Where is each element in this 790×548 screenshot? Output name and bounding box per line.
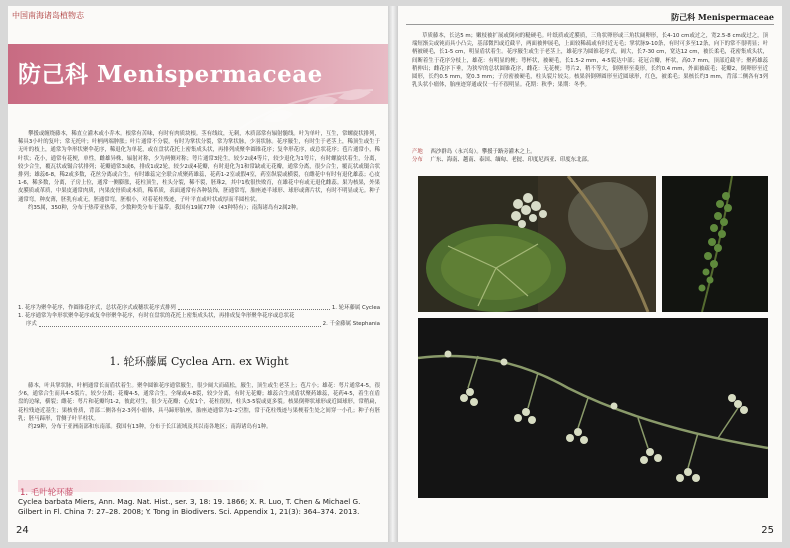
family-description — [18, 130, 380, 212]
running-header-right: 防己科 Menispermaceae — [671, 12, 774, 22]
species-heading-text: 1. 毛叶轮环藤 — [20, 488, 74, 498]
locality-label: 产地 — [412, 149, 423, 155]
range-label: 分布 — [412, 157, 423, 164]
key-line-2 — [18, 312, 380, 320]
species-description-text: 草质藤本，长达5 m；嫩枝被扩展或倒向的糙硬毛。叶纸质或近膜质，三角状卵形或三角状阔卵形，长4-10 cm或过之，宽2.5-8 cm或过之，顶端短渐尖或钝而具小凸尖，基部微凹或近截平，两面被伸展毛，上面较稀疏或有时近无毛；掌状脉9-10条，有时可多至12条，向下的常不很明显；叶柄被硬毛，长1-5 cm，明显盾状着生。花序腋生或生于老茎上，雄花序为圆锥花序式，阔大，长7-30 cm，宽达12 cm，被长柔毛，花密集成头状，间断着生于花序分枝上，雄花：有明显的梗；萼杯状，被硬毛，长1.5-2 mm，4-5裂达中部；花冠合瓣，杯状，高0.7 mm，顶部近截平；聚药雄蕊稍伸出；雌花序下垂，为狭窄的总状圆锥花序，雌花：无花梗；萼片2，稍不等大，倒卵形至菱形，长约0.4 mm，外面被疏毛；花瓣2，倒卵形至近圆形，长约0.5 mm，宽0.3 mm；子房密被硬毛，柱头裂片较尖。核果斜倒卵圆形至近圆球形，红色，被柔毛；果核长约3 mm，背部二侧各有3列乳头状小瘤体，胎座迹穿通或仅一行不很明显。花期：秋季；果期：冬季。 — [412, 33, 768, 89]
page-number-left: 24 — [16, 525, 29, 536]
family-description-text: 攀援或缠绕藤本，稀直立灌木或小乔木。根常有苦味，有时有肉质块根。茎有线纹，无刺，木质部常有辐射髓线。叶为单叶，互生，常螺旋状排列，稀具3小叶的复叶；常无托叶；叶柄两端肿胀；叶片通常不分裂，有时为掌状分裂，常为掌状脉，少羽状脉。花序腋生，有时生于老茎上，稀顶生或生于无叶的枝上，通常为伞形状聚伞花序，稀退化为单花，或在盘状花托上密集成头状，再排列成聚伞圆锥花序；复伞形花序，或总状花序；苞片通常小，稀叶状；花小，通常有花梗，单性，雌雄异株，辐射对称，少为两侧对称；萼片通常3轮生，较少2或4等片，较少退化为1萼片，有时螺旋状着生，分离，较少合生，覆瓦状或镊合状排列；花瓣通常3或6，排成1或2轮，较少2或4花瓣，有时退化为1和常缺或无花瓣，通常分离，很少合生，覆瓦状或镊合状排列；雄蕊6-8，稀2或多数，花丝分离或合生，有时雄蕊完全联合成聚药雄蕊，花药1-2室或假4室，药室纵裂或横裂，在雌花中有时有退化雄蕊；心皮1-6，稀多数，分离，子房上位，通常一侧膨胀，花柱顶生，柱头分裂，稀不裂，胚珠2，其中1枚很快败育，在雄花中有或无退化雌蕊。果为核果，外果皮膜质或革质，中果皮通常肉质，内果皮骨质或木质，稀革质，表面通常有各种装饰，胚通常弯，胎座迹半球形、球形或薄片状，有时不明显或无。种子通常弯，种皮薄，胚乳有或无，胚通常弯，胚根小，对着花柱残迹，子叶平直或叶状或厚而半圆柱状。 — [18, 131, 380, 203]
page-number-right: 25 — [761, 525, 774, 536]
locality-line — [412, 148, 762, 156]
key-lead-1: 1. 花序为聚伞花序，作圆锥花序式，总状花序式或穗状花序式排列 — [18, 305, 176, 311]
genus-description-text: 藤本，叶具掌状脉，叶柄通常长而盾状着生。聚伞圆锥花序通常腋生，很少阔大而疏松，腋生，顶生或生老茎上；苞片小；雄花：萼片通常4-5，很少6，通常合生而具4-5裂片，较少分离；花瓣4-5，通常合生，全缘或4-8裂，较少分离，有时无花瓣；雄蕊合生成盾状聚药雄蕊，花药4-5，着生在盾盘的边缘，横裂；雌花：萼片和花瓣均1-2，彼此对生，很少无花瓣；心皮1个，花柱很短，柱头3-5裂或更多裂。核果倒卵状球形或近圆球形，常稍扁，花柱残迹近基生；果核骨质，背部二侧各有2-3列小瘤体，具马蹄形胎座，胎座迹通常为1-2空腔，常于花柱残迹与果梗着生处之间穿一小孔；种子有胚乳；胚马蹄形，背侧子叶半柱状。 — [18, 383, 380, 422]
range-line — [412, 156, 762, 164]
family-title: 防己科 Menispermaceae — [18, 61, 323, 88]
genus-title: 1. 轮环藤属 Cyclea Arn. ex Wight — [109, 355, 289, 368]
genus-description — [18, 382, 380, 431]
key-result-1: 1. 轮环藤属 Cyclea — [331, 305, 380, 311]
key-line-3 — [18, 320, 380, 328]
locality-text: 西沙群岛（永兴岛）。攀援于路旁灌木之上。 — [430, 149, 536, 155]
right-page — [398, 6, 782, 542]
family-stats: 约35属，350种，分布于热带亚热带，少数种类分布于温带。我国有19属77种（43种特有）；南海诸岛有2属2种。 — [28, 204, 302, 211]
left-page — [8, 6, 390, 542]
species-heading — [18, 480, 268, 498]
genus-stats: 约29种，分布于亚洲南部和东南部。我国有13种，分布于长江流域及其以南各地区；南海诸岛有1种。 — [28, 424, 272, 431]
key-line-1 — [18, 304, 380, 312]
header-rule — [406, 24, 774, 25]
photo-leaf-and-fruit — [418, 176, 656, 312]
genus-key — [18, 304, 380, 329]
photo-inflorescence — [418, 318, 768, 498]
range-text: 广东、海南、越南、泰国、缅甸、老挝、印度尼西亚、印度东北部。 — [430, 157, 593, 164]
species-citation: Cyclea barbata Miers, Ann. Mag. Nat. Hist., ser. 3, 18: 19. 1866; X. R. Luo, T. Chen & Michael G. Gilbert in Fl. China 7: 27–28. 2008; Y. Tong in Biodivers. Sci. Appendix 1, 21(3): 364–374. 2013. — [18, 497, 361, 516]
key-result-3: 2. 千金藤属 Stephania — [322, 321, 380, 328]
family-banner — [8, 44, 390, 104]
key-lead-3: 序式 — [26, 321, 37, 328]
distribution-block — [412, 148, 762, 164]
species-description — [412, 32, 768, 89]
photo-fruit-cluster — [662, 176, 768, 312]
key-lead-2: 1. 花序通常为伞形状聚伞花序或复伞形聚伞花序，有时在盘状的花托上密集成头状，再排成复伞形聚伞花序或总状花 — [18, 313, 295, 320]
running-header-left: 中国南海诸岛植物志 — [12, 11, 84, 20]
